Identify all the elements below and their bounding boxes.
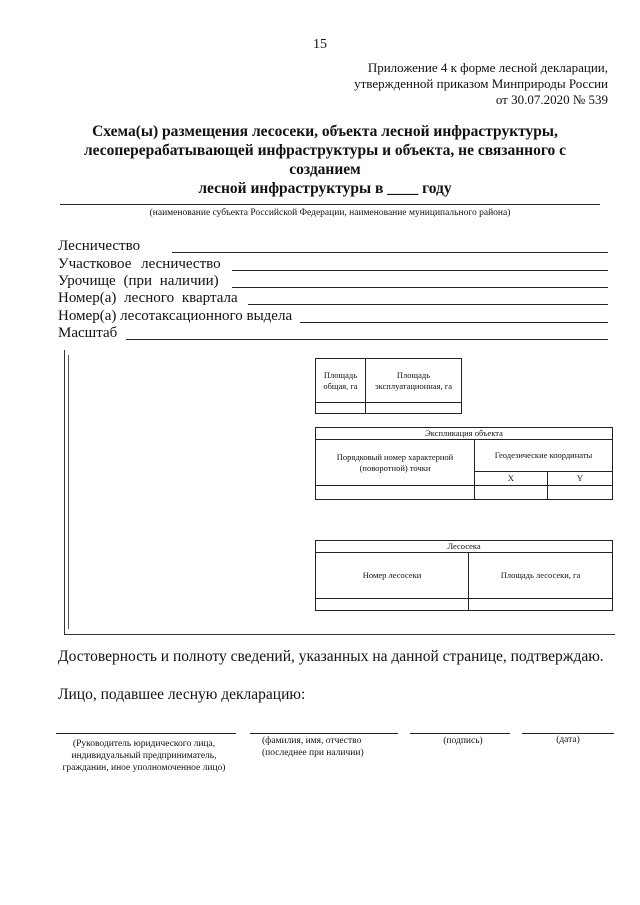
cutting-area-cell [469,599,613,611]
field-tract-line [232,287,608,288]
sign-caption: (подпись) [443,736,483,746]
field-district-forestry-label: Участковое лесничество [58,256,221,272]
field-allotment [58,308,292,325]
appendix-line-2: утвержденной приказом Минприроды России [354,76,608,91]
explication-y-cell [548,486,613,500]
role-caption: (Руководитель юридического лица, индивидуальный предприниматель, гражданин, иное уполномоченное лицо) [62,739,226,773]
explication-x-cell [475,486,548,500]
field-tract [58,273,219,290]
submitter-label: Лицо, подавшее лесную декларацию: [58,686,306,703]
explication-x-header: X [475,472,548,486]
field-scale-line [126,339,608,340]
cutting-number-header: Номер лесосеки [316,553,469,599]
appendix-note [354,60,608,108]
cutting-area-header: Площадь лесосеки, га [469,553,613,599]
field-forestry [58,238,140,255]
field-allotment-line [300,322,608,323]
confirmation-text: Достоверность и полноту сведений, указанных на данной странице, подтверждаю. [58,648,604,665]
role-signature-line [56,733,236,734]
page-number: 15 [313,37,327,52]
field-scale-label: Масштаб [58,325,118,341]
explication-title: Экспликация объекта [316,428,613,440]
explication-point-header: Порядковый номер характерной (поворотной) точки [316,440,475,486]
field-forestry-label: Лесничество [58,238,141,254]
explication-coords-header: Геодезические координаты [475,440,613,472]
area-table [315,358,462,414]
date-caption: (дата) [556,735,580,745]
appendix-line-1: Приложение 4 к форме лесной декларации, [367,60,608,75]
name-caption: (фамилия, имя, отчество (последнее при наличии) [262,736,364,758]
title-line-2: лесоперерабатывающей инфраструктуры и объекта, не связанного с созданием [83,142,567,178]
name-signature-line [250,733,398,734]
field-quarter [58,290,238,307]
area-exploit-header: Площадь эксплуатационная, га [366,359,462,403]
subject-line [60,204,600,205]
field-tract-label: Урочище (при наличии) [58,273,219,289]
sign-signature-line [410,733,510,734]
area-total-header: Площадь общая, га [316,359,366,403]
field-quarter-line [248,304,608,305]
appendix-line-3: от 30.07.2020 № 539 [495,92,608,107]
explication-point-cell [316,486,475,500]
field-allotment-label: Номер(а) лесотаксационного выдела [58,308,293,324]
explication-table [315,427,613,500]
page-title [60,122,590,198]
field-forestry-line [172,252,608,253]
field-district-forestry-line [232,270,608,271]
explication-y-header: Y [548,472,613,486]
field-district-forestry [58,256,221,273]
title-line-3: лесной инфраструктуры в ____ году [198,180,452,197]
area-exploit-cell [366,403,462,414]
cutting-title: Лесосека [316,541,613,553]
field-scale [58,325,117,342]
cutting-table [315,540,613,611]
cutting-number-cell [316,599,469,611]
subject-caption: (наименование субъекта Российской Федерации, наименование муниципального района) [149,208,511,218]
field-quarter-label: Номер(а) лесного квартала [58,290,238,306]
title-line-1: Схема(ы) размещения лесосеки, объекта лесной инфраструктуры, [92,123,558,140]
area-total-cell [316,403,366,414]
